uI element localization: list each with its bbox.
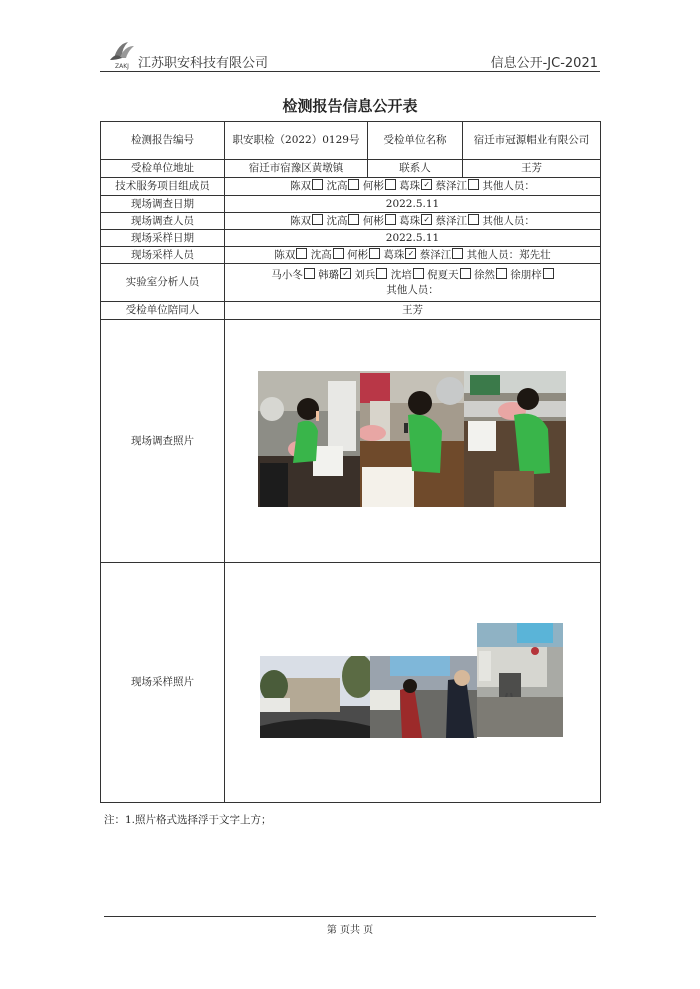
page-number: 第 页共 页 bbox=[326, 925, 374, 936]
header-divider bbox=[100, 71, 600, 72]
checkbox bbox=[460, 268, 471, 279]
table-row bbox=[101, 563, 601, 803]
person-name: 何彬 bbox=[362, 214, 384, 227]
person-name: 倪夏天 bbox=[427, 268, 459, 281]
checkbox bbox=[348, 179, 359, 190]
checkbox-checked bbox=[340, 268, 351, 279]
company-logo bbox=[106, 38, 140, 70]
report-info-table bbox=[100, 121, 601, 803]
sample-photo-3 bbox=[477, 623, 563, 737]
person-name: 陈双 bbox=[274, 248, 296, 261]
table-row bbox=[101, 196, 601, 213]
team-members bbox=[225, 178, 601, 196]
checkbox bbox=[385, 179, 396, 190]
table-row bbox=[101, 230, 601, 247]
person-name: 徐然 bbox=[473, 268, 495, 281]
checkbox bbox=[468, 214, 479, 225]
person-name: 何彬 bbox=[362, 180, 384, 192]
person-name: 沈高 bbox=[326, 180, 348, 192]
table-row bbox=[101, 264, 601, 302]
page-header bbox=[100, 38, 600, 71]
footnote: 注：1.照片格式选择浮于文字上方； bbox=[104, 814, 272, 826]
checkbox bbox=[312, 214, 323, 225]
checkbox bbox=[376, 268, 387, 279]
report-no-label: 检测报告编号 bbox=[101, 122, 225, 160]
person-name: 沈高 bbox=[310, 248, 332, 261]
person-name: 徐朋梓 bbox=[510, 268, 542, 281]
person-name: 马小冬 bbox=[271, 268, 303, 281]
person-name: 何彬 bbox=[347, 248, 369, 261]
report-no-value: 职安职检（2022）0129号 bbox=[225, 122, 368, 160]
others-label: 其他人员： bbox=[482, 214, 535, 227]
contact-value: 王芳 bbox=[463, 160, 601, 178]
person-name: 葛珠 bbox=[399, 180, 421, 192]
checkbox-checked bbox=[421, 179, 432, 190]
person-name: 陈双 bbox=[290, 214, 312, 227]
person-name: 沈培 bbox=[390, 268, 412, 281]
team-label: 技术服务项目组成员 bbox=[101, 178, 225, 196]
person-name: 葛珠 bbox=[383, 248, 405, 261]
checkbox bbox=[452, 248, 463, 259]
person-name: 蔡泽江 bbox=[435, 214, 468, 227]
sample-staff-label: 现场采样人员 bbox=[101, 247, 225, 264]
lab-staff bbox=[225, 264, 601, 302]
checkbox bbox=[369, 248, 380, 259]
survey-photo-label: 现场调查照片 bbox=[101, 320, 225, 563]
checkbox bbox=[543, 268, 554, 279]
table-row bbox=[101, 213, 601, 230]
contact-label: 联系人 bbox=[368, 160, 463, 178]
checkbox bbox=[304, 268, 315, 279]
others-label: 其他人员：郑先壮 bbox=[466, 248, 551, 261]
document-code: 信息公开-JC-2021 bbox=[490, 56, 598, 71]
company-name: 江苏职安科技有限公司 bbox=[138, 56, 269, 71]
address-value: 宿迁市宿豫区黄墩镇 bbox=[225, 160, 368, 178]
person-name: 韩璐 bbox=[318, 268, 340, 281]
survey-staff bbox=[225, 213, 601, 230]
escort-label: 受检单位陪同人 bbox=[101, 302, 225, 320]
checkbox-checked bbox=[405, 248, 416, 259]
sample-date-value: 2022.5.11 bbox=[225, 230, 601, 247]
sample-photo-2 bbox=[370, 656, 477, 738]
person-name: 刘兵 bbox=[354, 268, 376, 281]
sample-photo-cell bbox=[225, 563, 601, 803]
sample-staff bbox=[225, 247, 601, 264]
checkbox bbox=[413, 268, 424, 279]
checkbox bbox=[385, 214, 396, 225]
client-value: 宿迁市冠源帽业有限公司 bbox=[463, 122, 601, 160]
person-name: 沈高 bbox=[326, 214, 348, 227]
survey-date-value: 2022.5.11 bbox=[225, 196, 601, 213]
person-name: 蔡泽江 bbox=[435, 180, 468, 192]
table-row bbox=[101, 320, 601, 563]
svg-text:ZAKJ: ZAKJ bbox=[115, 63, 129, 70]
lab-label: 实验室分析人员 bbox=[101, 264, 225, 302]
checkbox bbox=[468, 179, 479, 190]
checkbox-checked bbox=[421, 214, 432, 225]
others-label: 其他人员： bbox=[386, 283, 439, 296]
others-label: 其他人员： bbox=[482, 180, 535, 192]
survey-photo-1 bbox=[258, 371, 360, 507]
checkbox bbox=[333, 248, 344, 259]
checkbox bbox=[496, 268, 507, 279]
page-title: 检测报告信息公开表 bbox=[282, 97, 418, 115]
person-name: 葛珠 bbox=[399, 214, 421, 227]
sample-photo-1 bbox=[260, 656, 370, 738]
survey-photo-2 bbox=[360, 371, 464, 507]
survey-photo-3 bbox=[464, 371, 566, 507]
person-name: 陈双 bbox=[290, 180, 312, 192]
table-row bbox=[101, 160, 601, 178]
checkbox bbox=[296, 248, 307, 259]
survey-date-label: 现场调查日期 bbox=[101, 196, 225, 213]
checkbox bbox=[348, 214, 359, 225]
survey-staff-label: 现场调查人员 bbox=[101, 213, 225, 230]
escort-value: 王芳 bbox=[225, 302, 601, 320]
survey-photo-cell bbox=[225, 320, 601, 563]
table-row bbox=[101, 247, 601, 264]
table-row bbox=[101, 302, 601, 320]
sample-date-label: 现场采样日期 bbox=[101, 230, 225, 247]
sample-photo-label: 现场采样照片 bbox=[101, 563, 225, 803]
table-row bbox=[101, 178, 601, 196]
footer-divider bbox=[104, 916, 596, 917]
person-name: 蔡泽江 bbox=[419, 248, 452, 261]
address-label: 受检单位地址 bbox=[101, 160, 225, 178]
table-row bbox=[101, 122, 601, 160]
client-label: 受检单位名称 bbox=[368, 122, 463, 160]
checkbox bbox=[312, 179, 323, 190]
